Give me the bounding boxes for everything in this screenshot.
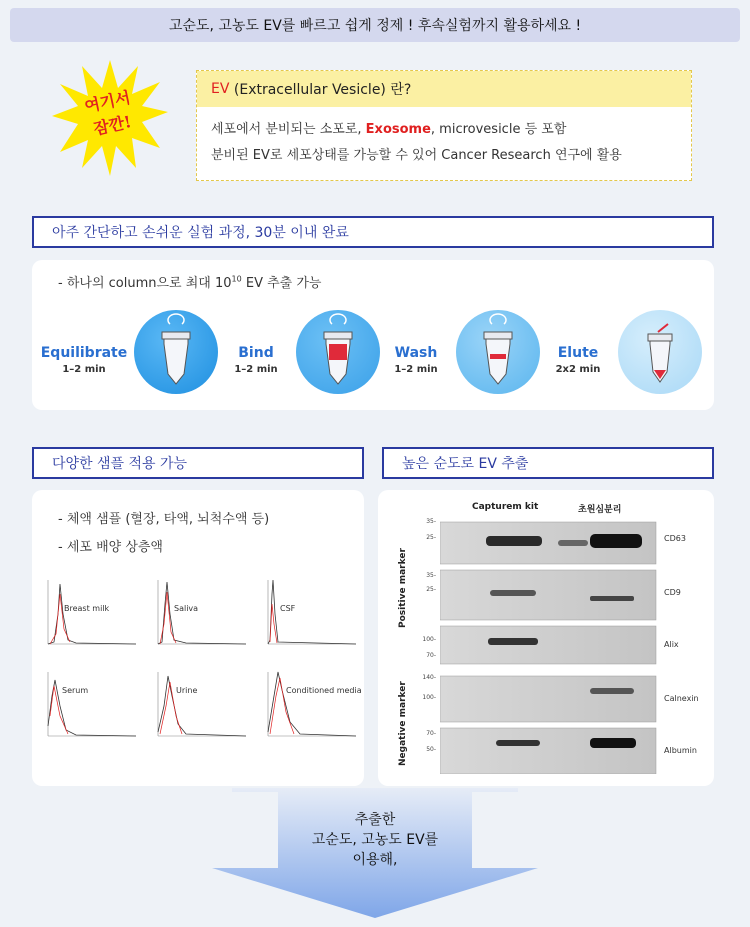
- burst-line-2: 잠깐!: [91, 112, 133, 139]
- ev-title-rest: (Extracellular Vesicle) 란?: [229, 82, 412, 98]
- ev-line-1b: , microvesicle 등 포함: [430, 122, 567, 137]
- mw-cd63-1: 35-: [426, 518, 436, 525]
- step-time: 1–2 min: [62, 364, 106, 375]
- mw-albumin-1: 70-: [426, 730, 436, 737]
- arrow-line-3: 이용해,: [352, 852, 398, 868]
- section3-header: [382, 447, 714, 479]
- mw-albumin-2: 50-: [426, 746, 436, 753]
- step-bind: [206, 345, 306, 375]
- step-time: 2x2 min: [555, 364, 601, 375]
- blot-col-ultracentrifuge: 초원심분리: [578, 505, 622, 515]
- section1-header: [32, 216, 714, 248]
- step-equilibrate: [34, 345, 134, 375]
- bullet-1: - 체액 샘플 (혈장, 타액, 뇌척수액 등): [58, 512, 270, 527]
- note-sup: 10: [231, 274, 242, 284]
- tube-elute-icon: [618, 310, 702, 394]
- section1-title: 아주 간단하고 손쉬운 실험 과정, 30분 이내 완료: [52, 225, 349, 241]
- section2-header: [32, 447, 364, 479]
- column-note: [58, 272, 321, 291]
- plot-label-csf: CSF: [280, 604, 296, 613]
- plot-label-conditioned-media: Conditioned media: [286, 686, 362, 695]
- banner-text: 고순도, 고농도 EV를 빠르고 쉽게 정제 ! 후속실험까지 활용하세요 !: [168, 18, 582, 34]
- top-banner: [10, 8, 740, 42]
- nta-plots: [36, 574, 362, 744]
- ev-line-1-red: Exosome: [365, 122, 431, 137]
- blot-cd9: [440, 570, 656, 620]
- ev-body: [197, 107, 691, 179]
- mw-calnexin-1: 140-: [422, 674, 436, 681]
- arrow-text: [275, 810, 475, 870]
- step-name: Elute: [557, 345, 599, 361]
- plot-label-serum: Serum: [62, 686, 89, 695]
- step-wash: [366, 345, 466, 375]
- mw-cd9-1: 35-: [426, 572, 436, 579]
- step-time: 1–2 min: [234, 364, 278, 375]
- band-label-albumin: Albumin: [664, 746, 697, 755]
- mw-alix-1: 100-: [422, 636, 436, 643]
- plot-label-breast-milk: Breast milk: [64, 604, 110, 613]
- blot-col-capturem: Capturem kit: [472, 502, 539, 512]
- burst-line-1: 여기서: [82, 87, 133, 116]
- sample-bullets: [58, 506, 269, 562]
- ev-line-1: [211, 117, 677, 143]
- step-name: Equilibrate: [40, 345, 128, 361]
- blot-calnexin: [440, 676, 656, 722]
- plot-conditioned-media: [268, 672, 356, 736]
- plot-label-urine: Urine: [176, 686, 198, 695]
- ev-line-2: 분비된 EV로 세포상태를 가능할 수 있어 Cancer Research 연구에 활용: [211, 148, 622, 163]
- step-elute: [528, 345, 628, 375]
- step-time: 1–2 min: [394, 364, 438, 375]
- note-b: EV 추출 가능: [241, 276, 322, 291]
- blot-alix: [440, 626, 656, 664]
- band-label-calnexin: Calnexin: [664, 694, 699, 703]
- band-label-alix: Alix: [664, 640, 679, 649]
- bullet-2: - 세포 배양 상층액: [58, 540, 163, 555]
- ev-title-red: EV: [211, 81, 230, 97]
- plot-label-saliva: Saliva: [174, 604, 199, 613]
- plot-saliva: [158, 580, 246, 644]
- positive-marker-label: Positive marker: [398, 548, 408, 628]
- step-name: Wash: [394, 345, 438, 361]
- ev-line-1a: 세포에서 분비되는 소포로,: [211, 122, 366, 137]
- section2-title: 다양한 샘플 적용 가능: [52, 456, 188, 472]
- plot-serum: [48, 672, 136, 736]
- mw-cd63-2: 25-: [426, 534, 436, 541]
- blot-albumin: [440, 728, 656, 774]
- western-blot: [440, 518, 660, 774]
- section3-title: 높은 순도로 EV 추출: [402, 456, 529, 472]
- note-a: - 하나의 column으로 최대 10: [58, 276, 232, 291]
- arrow-line-1: 추출한: [354, 812, 396, 828]
- mw-calnexin-2: 100-: [422, 694, 436, 701]
- mw-alix-2: 70-: [426, 652, 436, 659]
- step-name: Bind: [238, 345, 274, 361]
- band-label-cd9: CD9: [664, 588, 681, 597]
- arrow-line-2: 고순도, 고농도 EV를: [311, 832, 439, 848]
- band-label-cd63: CD63: [664, 534, 686, 543]
- mw-cd9-2: 25-: [426, 586, 436, 593]
- plot-urine: [158, 672, 246, 736]
- ev-title: [197, 71, 691, 107]
- negative-marker-label: Negative marker: [398, 681, 408, 766]
- ev-definition-box: [196, 70, 692, 181]
- blot-cd63: [440, 522, 656, 564]
